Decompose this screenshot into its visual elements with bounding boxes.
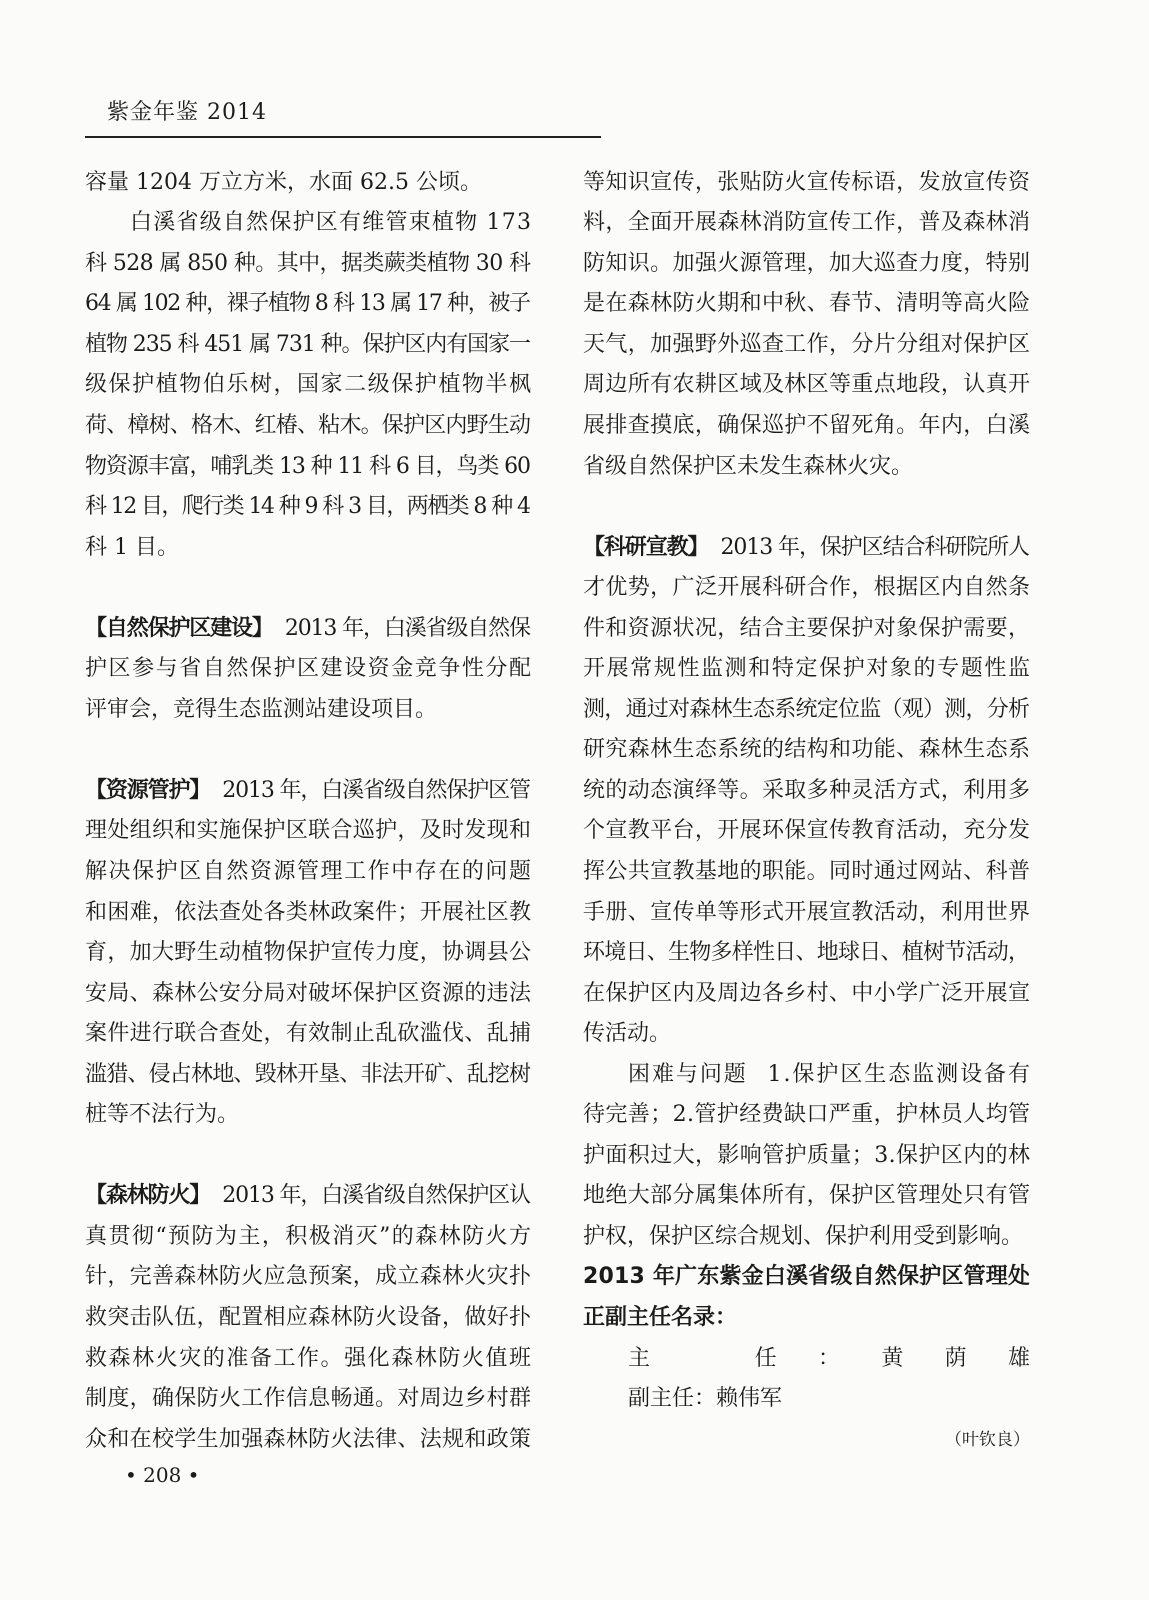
line-content — [583, 535, 1029, 560]
line-text: 育，加大野生动植物保护宣传力度，协调县公 — [85, 940, 532, 966]
line-content — [85, 291, 530, 316]
paragraph-flora-fauna — [85, 203, 531, 568]
section-heading: 【科研宣教】 — [583, 534, 709, 560]
section-heading: 【资源管护】 — [85, 777, 211, 803]
line-text: 制度，确保防火工作信息畅通。对周边乡村群 — [85, 1386, 532, 1412]
line-content — [583, 210, 1030, 235]
line-content — [85, 778, 530, 803]
text-line — [85, 244, 531, 285]
line-content — [85, 616, 530, 641]
text-line — [583, 447, 1030, 488]
text-line — [583, 1136, 1030, 1177]
text-line — [85, 487, 531, 528]
line-text: 展排查摸底，确保巡护不留死角。年内，白溪 — [583, 412, 1031, 438]
line-text: 救森林火灾的准备工作。强化森林防火值班 — [85, 1345, 533, 1371]
text-line — [85, 1095, 531, 1136]
line-text: 针，完善森林防火应急预案，成立森林火灾扑 — [85, 1264, 532, 1290]
text-line — [85, 811, 531, 852]
line-text: 防知识。加强火源管理，加大巡查力度，特别 — [583, 250, 1031, 276]
text-line — [583, 690, 1030, 731]
text-line — [85, 447, 531, 488]
page-number: • 208 • — [125, 1463, 200, 1487]
text-line — [583, 1055, 1030, 1096]
line-text: 真贯彻“预防为主，积极消灭”的森林防火方 — [85, 1223, 533, 1249]
line-content — [583, 818, 1030, 843]
line-content — [85, 454, 530, 479]
line-text: 护区参与省自然保护区建设资金竞争性分配 — [85, 656, 533, 682]
line-text: 解决保护区自然资源管理工作中存在的问题 — [85, 858, 533, 884]
text-line — [583, 325, 1030, 366]
line-text: 在保护区内及周边各乡村、中小学广泛开展宣 — [583, 980, 1031, 1006]
section-heading: 【森林防火】 — [85, 1183, 211, 1209]
text-line — [85, 203, 531, 244]
line-text: 2013 年，白溪省级自然保 — [284, 615, 530, 641]
directors-list — [583, 1339, 1072, 1420]
line-content — [85, 413, 530, 438]
text-line — [85, 365, 531, 406]
text-line — [583, 609, 1030, 650]
line-text: 级保护植物伯乐树，国家二级保护植物半枫 — [85, 372, 533, 398]
right-column — [583, 163, 1072, 1461]
line-text: 众和在校学生加强森林防火法律、法规和政策 — [85, 1426, 532, 1452]
line-content — [583, 859, 1030, 884]
text-line — [85, 1420, 531, 1461]
text-line — [583, 1298, 1030, 1339]
line-text: 个宣教平台，开展环保宣传教育活动，充分发 — [583, 818, 1031, 844]
line-text: 2013 年广东紫金白溪省级自然保护区管理处 — [583, 1264, 1031, 1290]
line-text: 容量 1204 万立方米，水面 62.5 公顷。 — [85, 169, 482, 195]
line-text: 1.保护区生态监测设备有 — [767, 1061, 1032, 1087]
line-text: 桩等不法行为。 — [85, 1102, 240, 1128]
text-line — [85, 974, 531, 1015]
directors-list-title — [583, 1257, 1030, 1338]
line-content — [583, 575, 1030, 600]
text-line — [85, 1379, 531, 1420]
line-text: 传活动。 — [583, 1021, 672, 1047]
line-text: 荷、樟树、格木、红椿、粘木。保护区内野生动 — [85, 412, 531, 438]
section-difficulties — [583, 1055, 1030, 1258]
director-entry — [583, 1379, 1030, 1420]
line-content — [85, 1062, 530, 1087]
line-text: 地绝大部分属集体所有，保护区管理处只有管 — [583, 1183, 1031, 1209]
line-content — [583, 251, 1030, 276]
text-line — [583, 1176, 1030, 1217]
paragraph-reservoir-end — [85, 163, 531, 204]
text-line — [85, 933, 531, 974]
line-text: 2013 年，保护区结合科研院所人 — [720, 534, 1029, 560]
author-credit: （叶钦良） — [945, 1429, 1030, 1450]
left-column — [85, 163, 531, 1461]
text-line — [583, 771, 1030, 812]
text-line — [583, 730, 1030, 771]
line-content — [583, 981, 1030, 1006]
line-content — [583, 170, 1030, 195]
text-line — [85, 852, 531, 893]
line-content — [583, 737, 1030, 762]
text-line — [85, 1217, 531, 1258]
text-line — [85, 893, 531, 934]
line-text: 护面积过大，影响管护质量；3.保护区内的林 — [583, 1142, 1031, 1168]
line-content — [85, 900, 531, 925]
line-text: 件和资源状况，结合主要保护对象保护需要， — [583, 615, 1031, 641]
line-text: 测，通过对森林生态系统定位监（观）测，分析 — [583, 696, 1030, 722]
section-forest-fire-prevention — [85, 1176, 531, 1460]
line-text: 2013 年，白溪省级自然保护区管 — [222, 777, 530, 803]
line-text: 和困难，依法查处各类林政案件；开展社区教 — [85, 899, 532, 925]
running-head-title: 紫金年鉴 2014 — [107, 100, 267, 125]
text-line — [85, 528, 531, 569]
line-content — [85, 1427, 531, 1452]
line-text: 评审会，竞得生态监测站建设项目。 — [85, 696, 438, 722]
text-line — [583, 365, 1030, 406]
director-entry — [583, 1339, 1072, 1380]
text-line — [583, 244, 1030, 285]
line-content — [85, 170, 482, 195]
text-line — [85, 1014, 531, 1055]
line-text: 救突击队伍，配置相应森林防火设备，做好扑 — [85, 1305, 532, 1330]
line-content — [583, 372, 1030, 397]
line-text: 研究森林生态系统的结构和功能、森林生态系 — [583, 737, 1031, 763]
line-text: 物资源丰富，哺乳类 13 种 11 科 6 目，鸟类 60 — [85, 453, 530, 479]
text-line — [583, 811, 1030, 852]
line-content — [85, 697, 437, 722]
line-text: 白溪省级自然保护区有维管束植物 173 — [130, 210, 533, 236]
line-content — [85, 1264, 531, 1289]
line-content — [85, 1386, 531, 1411]
line-text: 64 属 102 种，裸子植物 8 科 13 属 17 种，被子 — [85, 291, 530, 317]
text-line — [85, 690, 531, 731]
line-text: 案件进行联合查处，有效制止乱砍滥伐、乱捕 — [85, 1021, 532, 1047]
line-text: 是在森林防火期和中秋、春节、清明等高火险 — [583, 291, 1031, 317]
line-text: 省级自然保护区未发生森林火灾。 — [583, 453, 914, 479]
text-line — [85, 406, 531, 447]
line-content — [85, 1224, 532, 1249]
line-text: 才优势，广泛开展科研合作，根据区内自然条 — [583, 575, 1031, 601]
line-text: 副主任：赖伟军 — [628, 1386, 783, 1412]
line-text: 开展常规性监测和特定保护对象的专题性监 — [583, 656, 1032, 682]
line-text: 正副主任名录： — [583, 1305, 738, 1330]
line-content — [583, 413, 1030, 438]
header-rule — [85, 136, 601, 138]
line-content — [85, 818, 531, 843]
line-text: 环境日、生物多样性日、地球日、植树节活动， — [583, 940, 1030, 966]
line-content — [583, 900, 1030, 925]
line-content — [85, 1346, 533, 1371]
text-line — [583, 1257, 1030, 1298]
text-line — [583, 893, 1030, 934]
line-content — [583, 1102, 1030, 1127]
line-text: 等知识宣传，张贴防火宣传标语，发放宣传资 — [583, 169, 1031, 195]
line-text: 主 任：黄荫雄 — [628, 1345, 1072, 1371]
text-line — [85, 1176, 531, 1217]
line-content — [583, 332, 1030, 357]
line-content — [85, 535, 179, 560]
line-text: 天气，加强野外巡查工作，分片分组对保护区 — [583, 331, 1031, 357]
line-text: 科 528 属 850 种。其中，据类蕨类植物 30 科 — [85, 250, 531, 276]
text-line — [85, 771, 531, 812]
section-forest-fire-prevention-continued — [583, 163, 1030, 487]
line-content — [85, 940, 531, 965]
text-line — [583, 852, 1030, 893]
section-heading: 【自然保护区建设】 — [85, 615, 273, 641]
line-text: 护权，保护区综合规划、保护利用受到影响。 — [583, 1223, 1024, 1249]
line-text: 植物 235 科 451 属 731 种。保护区内有国家一 — [85, 331, 530, 357]
line-content — [130, 210, 532, 235]
text-line — [85, 1339, 531, 1380]
line-content — [628, 1386, 782, 1411]
line-content — [583, 616, 1030, 641]
text-line — [85, 325, 531, 366]
text-line — [583, 1014, 1030, 1055]
text-line — [583, 974, 1030, 1015]
text-line — [85, 1055, 531, 1096]
line-text: 安局、森林公安分局对破坏保护区资源的违法 — [85, 980, 532, 1006]
text-line — [583, 568, 1030, 609]
line-content — [583, 697, 1029, 722]
text-line — [583, 163, 1030, 204]
line-text: 滥猎、侵占林地、毁林开垦、非法开矿、乱挖树 — [85, 1061, 531, 1087]
text-line — [583, 284, 1030, 325]
text-line — [583, 528, 1030, 569]
line-content — [85, 1183, 530, 1208]
line-content — [85, 656, 533, 681]
line-text: 待完善；2.管护经费缺口严重，护林员人均管 — [583, 1102, 1031, 1128]
text-line — [85, 609, 531, 650]
section-nature-reserve-construction — [85, 609, 531, 731]
text-line — [583, 933, 1030, 974]
text-line — [583, 1217, 1030, 1258]
line-content — [583, 1305, 737, 1330]
line-text: 手册、宣传单等形式开展宣教活动，利用世界 — [583, 899, 1031, 925]
line-content — [583, 940, 1029, 965]
line-content — [583, 1183, 1030, 1208]
line-content — [85, 1305, 531, 1330]
line-text: 2013 年，白溪省级自然保护区认 — [222, 1183, 530, 1209]
text-line — [583, 1095, 1030, 1136]
line-content — [583, 656, 1032, 681]
line-content — [583, 1143, 1030, 1168]
line-content — [583, 291, 1030, 316]
line-content — [583, 1021, 671, 1046]
line-text: 科 12 目，爬行类 14 种 9 科 3 目，两栖类 8 种 4 — [85, 494, 530, 520]
line-text: 料，全面开展森林消防宣传工作，普及森林消 — [583, 210, 1031, 236]
line-content — [583, 1224, 1023, 1249]
line-text: 科 1 目。 — [85, 534, 179, 560]
text-line — [85, 1298, 531, 1339]
line-content — [583, 454, 913, 479]
difficulties-label: 困难与问题 — [628, 1061, 748, 1087]
text-line — [583, 203, 1030, 244]
text-line — [583, 406, 1030, 447]
line-text: 统的动态演绎等。采取多种灵活方式，利用多 — [583, 777, 1031, 803]
text-line — [85, 163, 531, 204]
text-line — [583, 649, 1030, 690]
text-line — [85, 1257, 531, 1298]
text-line — [85, 284, 531, 325]
line-content — [85, 1102, 239, 1127]
line-content — [85, 859, 533, 884]
line-content — [85, 251, 530, 276]
text-line — [85, 649, 531, 690]
line-content — [85, 494, 529, 519]
line-text: 周边所有农耕区域及林区等重点地段，认真开 — [583, 372, 1031, 398]
line-content — [85, 372, 533, 397]
section-research-education — [583, 528, 1030, 1055]
line-text: 理处组织和实施保护区联合巡护，及时发现和 — [85, 818, 532, 844]
line-content — [85, 1021, 531, 1046]
line-content — [628, 1062, 1032, 1087]
section-resource-management — [85, 771, 531, 1136]
line-content — [583, 778, 1030, 803]
line-content — [628, 1346, 1071, 1371]
line-content — [85, 981, 531, 1006]
line-content — [85, 332, 530, 357]
line-text: 挥公共宣教基地的职能。同时通过网站、科普 — [583, 858, 1031, 884]
line-content — [583, 1264, 1030, 1289]
